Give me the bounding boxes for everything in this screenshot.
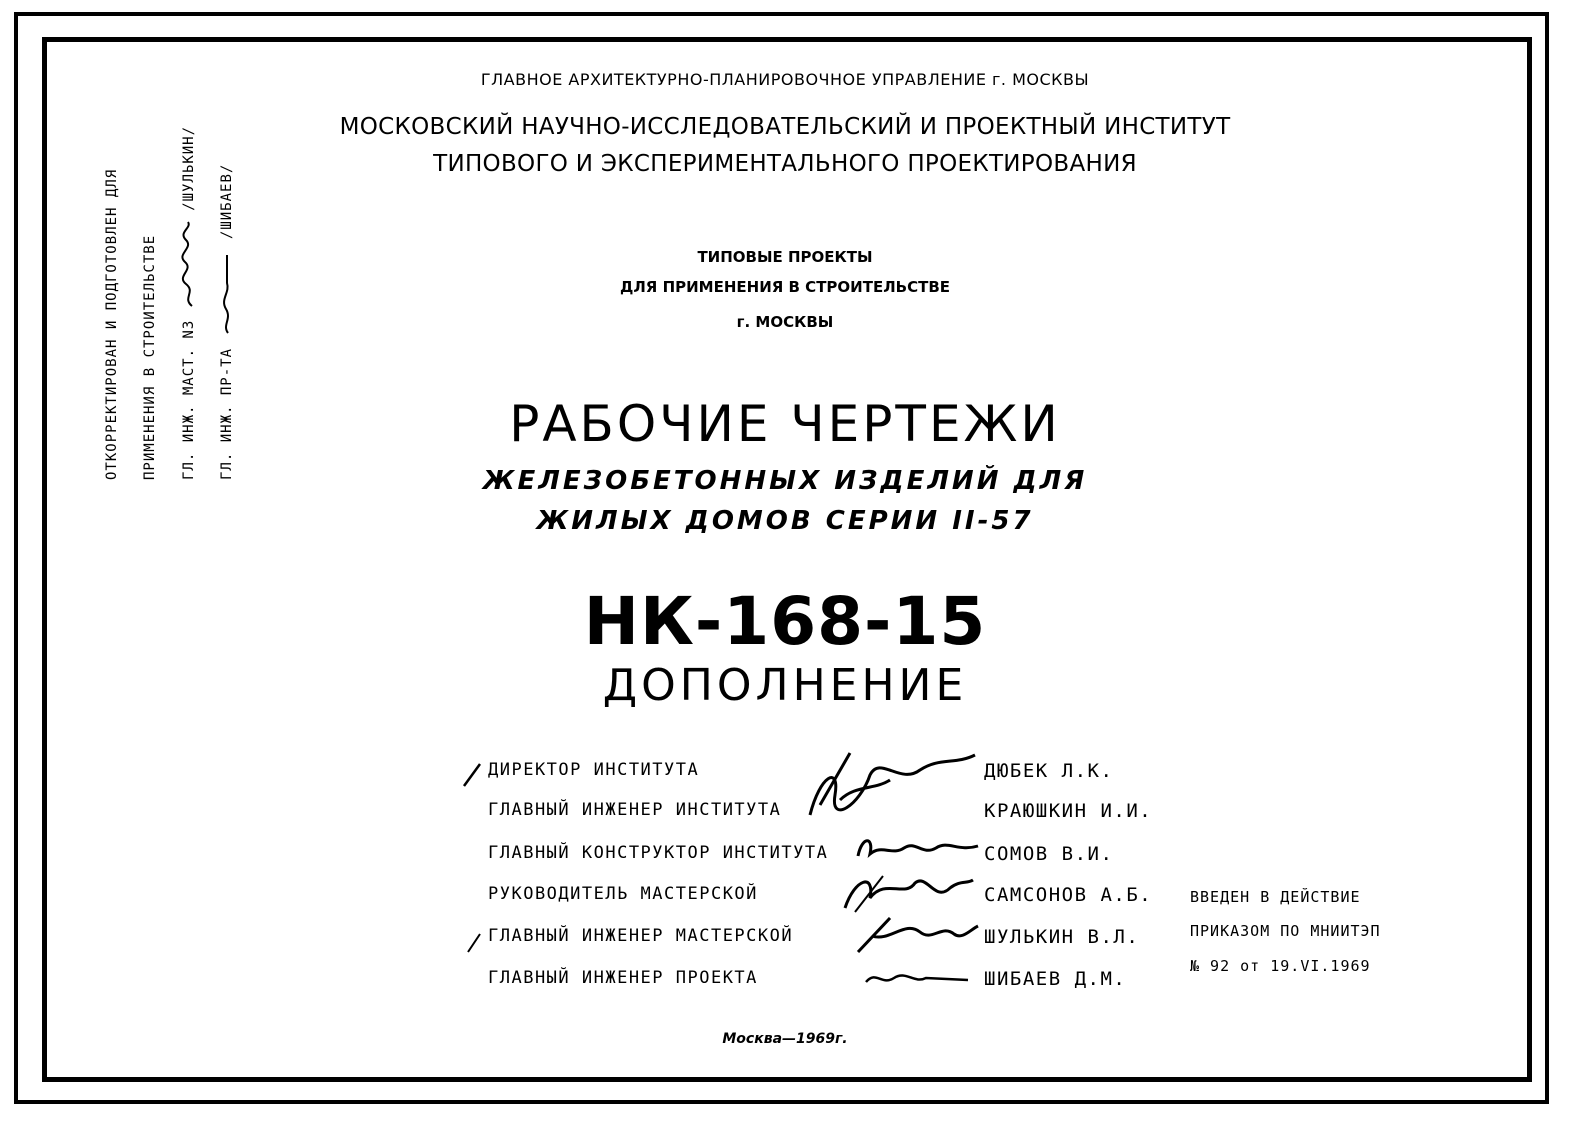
- signatory-role: ГЛАВНЫЙ КОНСТРУКТОР ИНСТИТУТА: [488, 843, 829, 863]
- city-year: Москва—1969г.: [722, 1031, 848, 1047]
- signatory-role: ГЛАВНЫЙ ИНЖЕНЕР ИНСТИТУТА: [488, 800, 782, 820]
- document-subtitle-line2: ЖИЛЫХ ДОМОВ СЕРИИ II-57: [536, 506, 1034, 536]
- institute-title-line2: ТИПОВОГО И ЭКСПЕРИМЕНТАЛЬНОГО ПРОЕКТИРОВАНИЯ: [433, 151, 1137, 177]
- side-note-line3: [180, 126, 198, 480]
- signatory-name: САМСОНОВ А.Б.: [984, 884, 1153, 906]
- side-note-line4: [218, 164, 236, 480]
- check-mark: [466, 930, 486, 956]
- signatory-name: КРАЮШКИН И.И.: [984, 800, 1153, 822]
- signatory-role: РУКОВОДИТЕЛЬ МАСТЕРСКОЙ: [488, 884, 758, 904]
- projects-line1: ТИПОВЫЕ ПРОЕКТЫ: [697, 248, 873, 266]
- signatory-name: СОМОВ В.И.: [984, 843, 1114, 865]
- side-note-line4-role: ГЛ. ИНЖ. ПР-ТА: [219, 347, 235, 480]
- document-subtitle-line1: ЖЕЛЕЗОБЕТОННЫХ ИЗДЕЛИЙ ДЛЯ: [482, 466, 1088, 496]
- signatory-role: ДИРЕКТОР ИНСТИТУТА: [488, 760, 700, 780]
- handwritten-signature: [780, 745, 980, 825]
- signatory-name: ШУЛЬКИН В.Л.: [984, 926, 1140, 948]
- handwritten-signature: [862, 966, 972, 992]
- handwritten-signature: [835, 868, 975, 916]
- side-note-line3-role: ГЛ. ИНЖ. МАСТ. N3: [181, 319, 197, 480]
- agency-title: ГЛАВНОЕ АРХИТЕКТУРНО-ПЛАНИРОВОЧНОЕ УПРАВЛЕНИЕ г. МОСКВЫ: [480, 70, 1090, 89]
- document-title: РАБОЧИЕ ЧЕРТЕЖИ: [509, 395, 1061, 453]
- signatory-name: ШИБАЕВ Д.М.: [984, 968, 1127, 990]
- projects-line2: ДЛЯ ПРИМЕНЕНИЯ В СТРОИТЕЛЬСТВЕ: [619, 278, 951, 296]
- signatory-role: ГЛАВНЫЙ ИНЖЕНЕР МАСТЕРСКОЙ: [488, 926, 794, 946]
- enactment-line2: ПРИКАЗОМ ПО МНИИТЭП: [1190, 922, 1381, 940]
- side-note-line2: ПРИМЕНЕНИЯ В СТРОИТЕЛЬСТВЕ: [142, 234, 158, 480]
- document-code: НК-168-15: [583, 583, 987, 660]
- side-note-line1: ОТКОРРЕКТИРОВАН И ПОДГОТОВЛЕН ДЛЯ: [104, 168, 120, 480]
- side-note-line4-name: /ШИБАЕВ/: [219, 163, 235, 240]
- handwritten-signature: [218, 249, 236, 339]
- document-addition: ДОПОЛНЕНИЕ: [602, 660, 968, 711]
- handwritten-signature: [850, 912, 980, 956]
- signatory-name: ДЮБЕК Л.К.: [984, 760, 1114, 782]
- check-mark: [462, 762, 482, 788]
- side-note-line3-name: /ШУЛЬКИН/: [181, 125, 197, 211]
- projects-line3: г. МОСКВЫ: [736, 313, 834, 331]
- handwritten-signature: [852, 830, 982, 866]
- enactment-line3: № 92 от 19.VI.1969: [1190, 957, 1371, 975]
- handwritten-signature: [180, 220, 198, 310]
- institute-title-line1: МОСКОВСКИЙ НАУЧНО-ИССЛЕДОВАТЕЛЬСКИЙ И ПРОЕКТНЫЙ ИНСТИТУТ: [339, 114, 1231, 140]
- signatory-role: ГЛАВНЫЙ ИНЖЕНЕР ПРОЕКТА: [488, 968, 758, 988]
- enactment-line1: ВВЕДЕН В ДЕЙСТВИЕ: [1190, 888, 1361, 906]
